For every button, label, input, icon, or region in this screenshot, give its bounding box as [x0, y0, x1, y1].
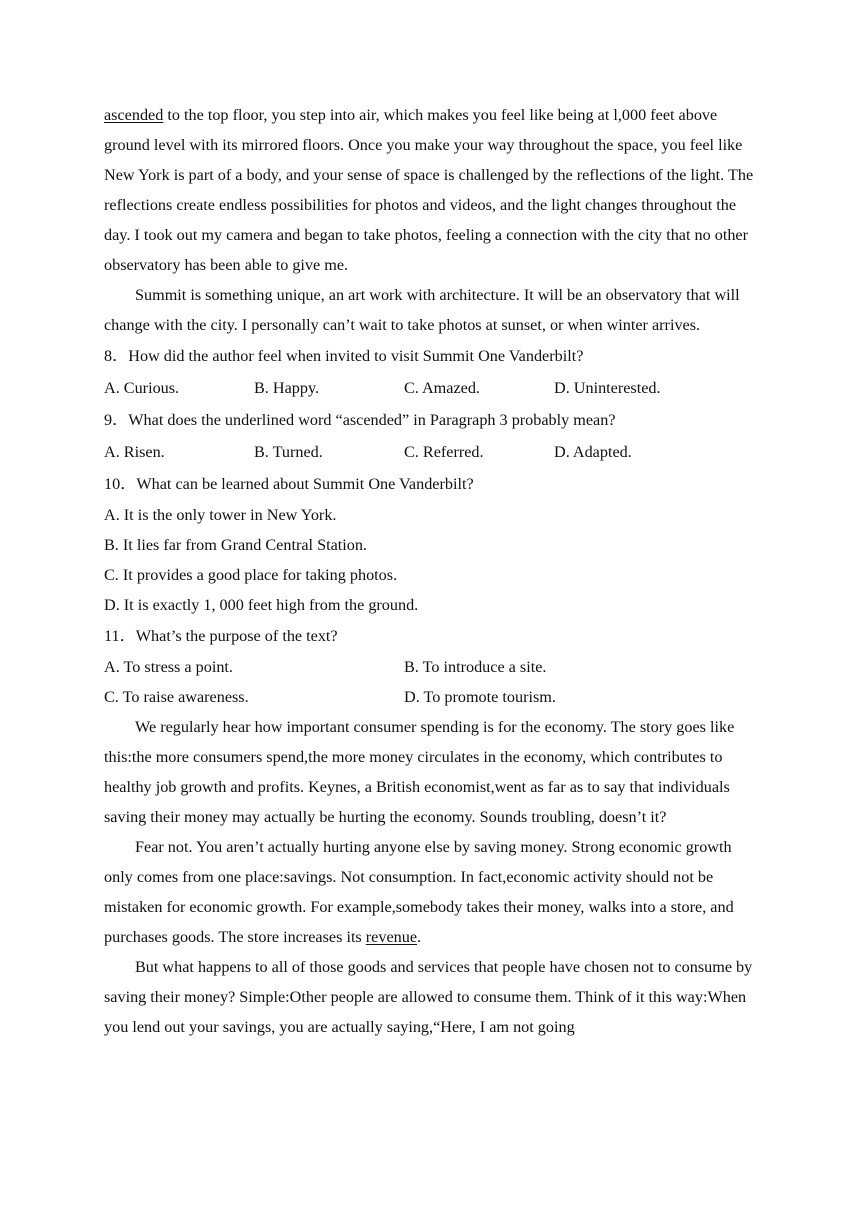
question-11-options-row-2 [104, 682, 764, 712]
option-d: D. Adapted. [554, 443, 632, 461]
paragraph-text: to the top floor, you step into air, which makes you feel like being at l,000 feet above ground level with its mirrored floors. Once you make your way throughout the space, you feel like New York is part of a body, and your sense of space is challenged by the reflections of the light. The reflections create endless possibilities for photos and videos, and the light changes throughout the day. I took out my camera and began to take photos, feeling a connection with the city that no other observatory has been able to give me. [104, 106, 754, 274]
option-b: B. Happy. [254, 379, 320, 397]
question-9-options [104, 436, 764, 468]
option-d: D. To promote tourism. [404, 688, 556, 706]
option-a: A. To stress a point. [104, 658, 233, 676]
option-d: D. It is exactly 1, 000 feet high from the ground. [104, 596, 419, 614]
question-11-options-row-1 [104, 652, 764, 682]
passage-paragraph: But what happens to all of those goods and services that people have chosen not to consume by saving their money? Simple:Other people are allowed to consume them. Think of it this way:When you lend out your savings, you are actually saying,“Here, I am not going [104, 958, 753, 1036]
option-d: D. Uninterested. [554, 379, 661, 397]
passage-paragraph [104, 832, 764, 952]
question-8-options [104, 372, 764, 404]
question-10-stem: 10．What can be learned about Summit One Vanderbilt? [104, 475, 474, 493]
passage-paragraph: We regularly hear how important consumer spending is for the economy. The story goes like this:the more consumers spend,the more money circulates in the economy, which contributes to healthy job growth and profits. Keynes, a British economist,went as far as to say that individuals saving their money may actually be hurting the economy. Sounds troubling, doesn’t it? [104, 718, 735, 826]
option-c: C. Referred. [404, 443, 484, 461]
question-11-stem: 11．What’s the purpose of the text? [104, 627, 338, 645]
option-c: C. Amazed. [404, 379, 480, 397]
paragraph-text: Fear not. You aren’t actually hurting anyone else by saving money. Strong economic growth only comes from one place:savings. Not consumption. In fact,economic activity should not be mistaken for economic growth. For example,somebody takes their money, walks into a store, and purchases goods. The store increases its [104, 838, 734, 946]
document-body [104, 100, 764, 1042]
option-a: A. It is the only tower in New York. [104, 506, 337, 524]
question-8-stem: 8．How did the author feel when invited to visit Summit One Vanderbilt? [104, 347, 584, 365]
option-b: B. To introduce a site. [404, 658, 547, 676]
option-c: C. It provides a good place for taking photos. [104, 566, 398, 584]
question-9-stem: 9．What does the underlined word “ascended” in Paragraph 3 probably mean? [104, 411, 616, 429]
option-b: B. It lies far from Grand Central Station. [104, 536, 367, 554]
option-c: C. To raise awareness. [104, 688, 249, 706]
underlined-word-revenue: revenue [365, 928, 418, 946]
option-a: A. Risen. [104, 443, 165, 461]
paragraph-text-end: . [417, 928, 422, 946]
option-b: B. Turned. [254, 443, 323, 461]
passage-paragraph: Summit is something unique, an art work with architecture. It will be an observatory that will change with the city. I personally can’t wait to take photos at sunset, or when winter arrives. [104, 286, 740, 334]
option-a: A. Curious. [104, 379, 180, 397]
underlined-word-ascended: ascended [104, 106, 164, 124]
passage-paragraph [104, 100, 764, 280]
